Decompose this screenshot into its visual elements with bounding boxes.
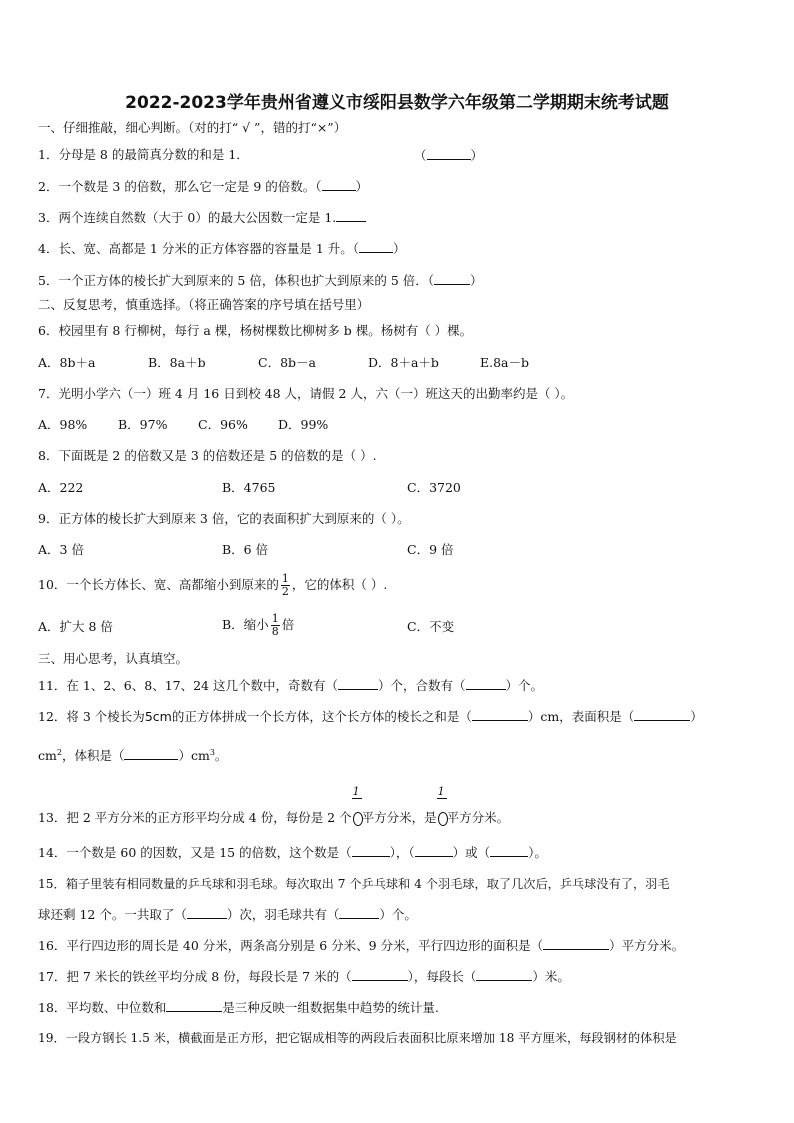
answer-blank[interactable]: [352, 968, 408, 981]
answer-blank[interactable]: [427, 147, 471, 160]
section-2-heading: 二、反复思考，慎重选择。（将正确答案的序号填在括号里）: [38, 297, 370, 312]
answer-blank[interactable]: [415, 844, 453, 857]
question-17: 17．把 7 米长的铁丝平均分成 8 份，每段长是 7 米的（ ），每段长（ ）米。: [38, 969, 570, 984]
answer-blank[interactable]: [338, 677, 378, 690]
q9-option-a[interactable]: A．3 倍: [38, 542, 84, 557]
question-16: 16．平行四边形的周长是 40 分米，两条高分别是 6 分米、9 分米，平行四边形的面积是（ ）平方分米。: [38, 938, 685, 953]
q7-option-a[interactable]: A．98%: [38, 417, 88, 432]
q8-option-a[interactable]: A．222: [38, 480, 84, 495]
q8-option-b[interactable]: B．4765: [222, 480, 276, 495]
section-1-heading: 一、仔细推敲，细心判断。（对的打“ √ ”，错的打“×”）: [38, 120, 347, 135]
question-1-text: 1．分母是 8 的最简真分数的和是 1．: [38, 147, 249, 162]
q9-option-b[interactable]: B．6 倍: [222, 542, 269, 557]
q8-option-c[interactable]: C．3720: [407, 480, 461, 495]
answer-blank[interactable]: [543, 937, 609, 950]
q6-option-c[interactable]: C．8b－a: [258, 355, 316, 370]
fraction-one-half: $\frac{1}{2}$: [281, 572, 289, 598]
q6-option-e[interactable]: E.8a－b: [480, 355, 530, 370]
question-13: 13．把 2 平方分米的正方形平均分成 4 份，每份是 2 个 1 平方分米，是 1 平方分米。: [38, 785, 510, 825]
section-3-heading: 三、用心思考，认真填空。: [38, 651, 189, 666]
question-7: 7．光明小学六（一）班 4 月 16 日到校 48 人，请假 2 人，六（一）班这天的出勤率约是（ ）。: [38, 386, 574, 401]
answer-blank[interactable]: [124, 747, 178, 760]
question-8: 8．下面既是 2 的倍数又是 3 的倍数还是 5 的倍数的是（ ）.: [38, 448, 377, 463]
q7-option-d[interactable]: D．99%: [278, 417, 329, 432]
q10-option-b[interactable]: B．缩小 $\frac{1}{8}$ 倍: [222, 612, 295, 638]
question-12: 12．将 3 个棱长为5cm的正方体拼成一个长方体，这个长方体的棱长之和是（ ）cm，表面积是（ ）: [38, 709, 703, 724]
question-12-continued: $cm^2$，体积是（ ）$cm^3$。: [38, 748, 228, 764]
answer-blank[interactable]: [336, 209, 366, 222]
answer-blank[interactable]: [434, 272, 470, 285]
fraction-blank: 1: [437, 810, 447, 826]
answer-blank[interactable]: [166, 999, 222, 1012]
answer-blank[interactable]: [359, 240, 393, 253]
answer-blank[interactable]: [352, 844, 390, 857]
q6-option-d[interactable]: D．8＋a＋b: [368, 355, 439, 370]
question-5: 5．一个正方体的棱长扩大到原来的 5 倍，体积也扩大到原来的 5 倍．（ ）: [38, 273, 483, 288]
question-2: 2．一个数是 3 的倍数，那么它一定是 9 的倍数。（ ）: [38, 179, 369, 194]
answer-blank[interactable]: [490, 844, 528, 857]
question-14: 14．一个数是 60 的因数，又是 15 的倍数，这个数是（ ），（ ）或（ ）。: [38, 845, 547, 860]
fraction-one-eighth: $\frac{1}{8}$: [271, 612, 279, 638]
question-4: 4．长、宽、高都是 1 分米的正方体容器的容量是 1 升。（ ）: [38, 241, 406, 256]
q9-option-c[interactable]: C．9 倍: [407, 542, 454, 557]
q7-option-c[interactable]: C．96%: [198, 417, 248, 432]
q7-option-b[interactable]: B．97%: [118, 417, 168, 432]
question-18: 18．平均数、中位数和 是三种反映一组数据集中趋势的统计量.: [38, 1000, 439, 1015]
question-6: 6．校园里有 8 行柳树，每行 a 棵，杨树棵数比柳树多 b 棵。杨树有（ ）棵。: [38, 323, 473, 338]
fraction-blank: 1: [352, 810, 362, 826]
question-15-continued: 球还剩 12 个。一共取了（ ）次，羽毛球共有（ ）个。: [38, 907, 417, 922]
question-1: [38, 147, 249, 163]
answer-blank[interactable]: [634, 708, 690, 721]
answer-blank[interactable]: [438, 812, 448, 826]
q6-option-a[interactable]: A．8b＋a: [38, 355, 96, 370]
q10-option-a[interactable]: A．扩大 8 倍: [38, 619, 113, 634]
answer-blank[interactable]: [187, 906, 227, 919]
question-10: 10．一个长方体长、宽、高都缩小到原来的 $\frac{1}{2}$ ，它的体积（ ）.: [38, 572, 388, 598]
question-1-answer: （ ）: [414, 148, 484, 163]
q10-option-c[interactable]: C．不变: [407, 619, 455, 634]
q6-option-b[interactable]: B．8a＋b: [148, 355, 206, 370]
question-3: 3．两个连续自然数（大于 0）的最大公因数一定是 1.: [38, 209, 366, 226]
answer-blank[interactable]: [476, 968, 532, 981]
answer-blank[interactable]: [472, 708, 528, 721]
answer-blank[interactable]: [353, 812, 363, 826]
question-11: 11．在 1、2、6、8、17、24 这几个数中，奇数有（ ）个，合数有（ ）个。: [38, 678, 544, 693]
answer-blank[interactable]: [466, 677, 506, 690]
page-title: 2022-2023学年贵州省遵义市绥阳县数学六年级第二学期期末统考试题: [125, 93, 669, 113]
question-19: 19．一段方钢长 1.5 米，横截面是正方形，把它锯成相等的两段后表面积比原来增加 18 平方厘米，每段钢材的体积是: [38, 1031, 677, 1045]
question-15: 15．箱子里装有相同数量的乒乓球和羽毛球。每次取出 7 个乒乓球和 4 个羽毛球，取了几次后，乒乓球没有了，羽毛: [38, 877, 670, 891]
answer-blank[interactable]: [339, 906, 379, 919]
question-9: 9．正方体的棱长扩大到原来 3 倍，它的表面积扩大到原来的（ ）。: [38, 511, 410, 526]
answer-blank[interactable]: [322, 178, 356, 191]
